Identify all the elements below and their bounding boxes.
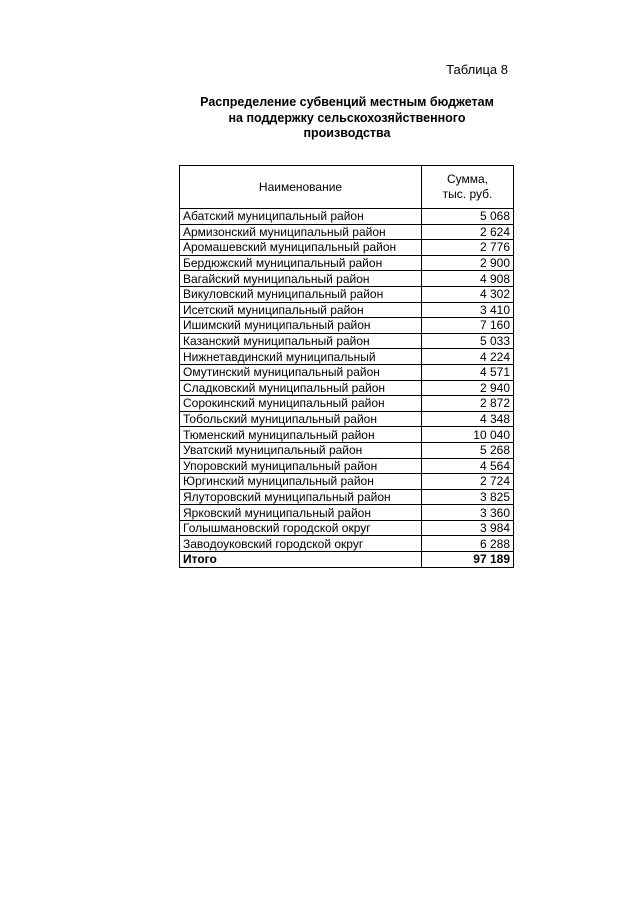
district-name-cell: Викуловский муниципальный район bbox=[180, 286, 422, 302]
district-name-cell: Вагайский муниципальный район bbox=[180, 271, 422, 287]
district-name-cell: Юргинский муниципальный район bbox=[180, 474, 422, 490]
table-row bbox=[180, 505, 514, 521]
table-row bbox=[180, 302, 514, 318]
district-name-cell: Уватский муниципальный район bbox=[180, 442, 422, 458]
table-row bbox=[180, 364, 514, 380]
amount-cell: 4 908 bbox=[422, 271, 514, 287]
table-row bbox=[180, 209, 514, 225]
amount-cell: 5 268 bbox=[422, 442, 514, 458]
table-body bbox=[180, 209, 514, 552]
subvention-distribution-table bbox=[179, 165, 514, 568]
district-name-cell: Ишимский муниципальный район bbox=[180, 318, 422, 334]
district-name-cell: Голышмановский городской округ bbox=[180, 520, 422, 536]
table-row bbox=[180, 380, 514, 396]
district-name-cell: Сорокинский муниципальный район bbox=[180, 396, 422, 412]
district-name-cell: Абатский муниципальный район bbox=[180, 209, 422, 225]
amount-cell: 7 160 bbox=[422, 318, 514, 334]
district-name-cell: Нижнетавдинский муниципальный bbox=[180, 349, 422, 365]
table-number-label: Таблица 8 bbox=[446, 62, 508, 77]
amount-cell: 4 302 bbox=[422, 286, 514, 302]
table-row bbox=[180, 349, 514, 365]
table-row bbox=[180, 474, 514, 490]
document-title-line-1: Распределение субвенций местным бюджетам bbox=[200, 95, 494, 109]
total-row bbox=[180, 552, 514, 568]
district-name-cell: Казанский муниципальный район bbox=[180, 333, 422, 349]
table-row bbox=[180, 520, 514, 536]
amount-cell: 3 360 bbox=[422, 505, 514, 521]
amount-header-line-1: Сумма, bbox=[446, 172, 489, 186]
amount-cell: 2 900 bbox=[422, 255, 514, 271]
document-title-line-3: производства bbox=[303, 126, 391, 140]
table-row bbox=[180, 240, 514, 256]
district-name-cell: Заводоуковский городской округ bbox=[180, 536, 422, 552]
table-row bbox=[180, 333, 514, 349]
district-name-cell: Ялуторовский муниципальный район bbox=[180, 489, 422, 505]
amount-cell: 4 224 bbox=[422, 349, 514, 365]
table-row bbox=[180, 536, 514, 552]
amount-cell: 4 564 bbox=[422, 458, 514, 474]
amount-cell: 2 776 bbox=[422, 240, 514, 256]
amount-cell: 3 984 bbox=[422, 520, 514, 536]
district-name-cell: Аромашевский муниципальный район bbox=[180, 240, 422, 256]
table-row bbox=[180, 458, 514, 474]
table-row bbox=[180, 396, 514, 412]
table-row bbox=[180, 489, 514, 505]
amount-cell: 2 940 bbox=[422, 380, 514, 396]
amount-cell: 2 724 bbox=[422, 474, 514, 490]
amount-cell: 3 825 bbox=[422, 489, 514, 505]
table-row bbox=[180, 271, 514, 287]
table-row bbox=[180, 318, 514, 334]
district-name-cell: Ярковский муниципальный район bbox=[180, 505, 422, 521]
amount-cell: 2 872 bbox=[422, 396, 514, 412]
table-row bbox=[180, 255, 514, 271]
district-name-cell: Омутинский муниципальный район bbox=[180, 364, 422, 380]
district-name-cell: Тобольский муниципальный район bbox=[180, 411, 422, 427]
table-row bbox=[180, 286, 514, 302]
document-title-line-2: на поддержку сельскохозяйственного bbox=[228, 110, 466, 125]
table-header-row bbox=[180, 166, 514, 209]
amount-cell: 6 288 bbox=[422, 536, 514, 552]
amount-cell: 2 624 bbox=[422, 224, 514, 240]
district-name-cell: Сладковский муниципальный район bbox=[180, 380, 422, 396]
amount-cell: 4 348 bbox=[422, 411, 514, 427]
name-column-header: Наименование bbox=[180, 166, 422, 209]
total-label: Итого bbox=[180, 552, 422, 568]
amount-cell: 4 571 bbox=[422, 364, 514, 380]
amount-cell: 5 068 bbox=[422, 209, 514, 225]
district-name-cell: Армизонский муниципальный район bbox=[180, 224, 422, 240]
amount-header-line-2: тыс. руб. bbox=[442, 187, 493, 201]
district-name-cell: Исетский муниципальный район bbox=[180, 302, 422, 318]
amount-cell: 10 040 bbox=[422, 427, 514, 443]
table-row bbox=[180, 427, 514, 443]
district-name-cell: Тюменский муниципальный район bbox=[180, 427, 422, 443]
table-row bbox=[180, 224, 514, 240]
document-title bbox=[178, 95, 516, 142]
amount-cell: 5 033 bbox=[422, 333, 514, 349]
total-amount: 97 189 bbox=[422, 552, 514, 568]
table-row bbox=[180, 411, 514, 427]
district-name-cell: Бердюжский муниципальный район bbox=[180, 255, 422, 271]
amount-column-header bbox=[422, 166, 514, 209]
table-row bbox=[180, 442, 514, 458]
district-name-cell: Упоровский муниципальный район bbox=[180, 458, 422, 474]
amount-cell: 3 410 bbox=[422, 302, 514, 318]
